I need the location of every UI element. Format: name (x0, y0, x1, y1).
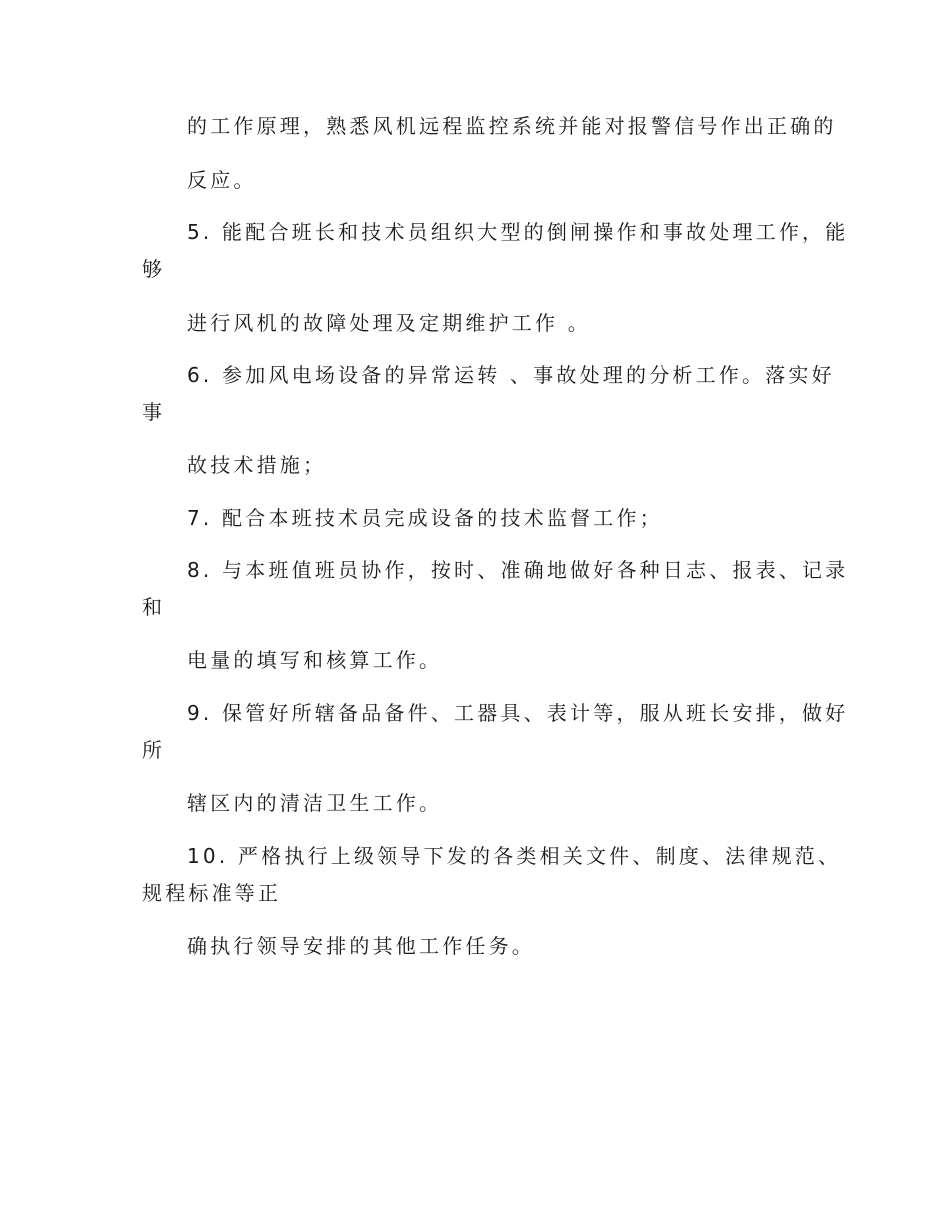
text-line: 故技术措施； (187, 453, 327, 477)
text-line: 所 (142, 738, 166, 762)
text-line: 辖区内的清洁卫生工作。 (187, 791, 443, 815)
list-item-9: 9. 保管好所辖备品备件、工器具、表计等，服从班长安排，做好 (187, 701, 849, 725)
text-line: 够 (142, 257, 166, 281)
list-item-8: 8. 与本班值班员协作，按时、准确地做好各种日志、报表、记录 (187, 558, 849, 582)
list-item-10: 10. 严格执行上级领导下发的各类相关文件、制度、法律规范、 (187, 844, 842, 868)
list-item-5: 5. 能配合班长和技术员组织大型的倒闸操作和事故处理工作，能 (187, 220, 849, 244)
text-line: 确执行领导安排的其他工作任务。 (187, 934, 535, 958)
text-line: 电量的填写和核算工作。 (187, 648, 443, 672)
list-item-6: 6. 参加风电场设备的异常运转 、事故处理的分析工作。落实好 (187, 363, 835, 387)
text-line: 事 (142, 400, 166, 424)
text-line: 进行风机的故障处理及定期维护工作 。 (187, 311, 591, 335)
text-line: 的工作原理，熟悉风机远程监控系统并能对报警信号作出正确的 (187, 114, 837, 138)
list-item-7: 7. 配合本班技术员完成设备的技术监督工作； (187, 506, 663, 530)
text-line: 规程标准等正 (142, 881, 282, 905)
text-line: 反应。 (187, 168, 257, 192)
text-line: 和 (142, 595, 166, 619)
